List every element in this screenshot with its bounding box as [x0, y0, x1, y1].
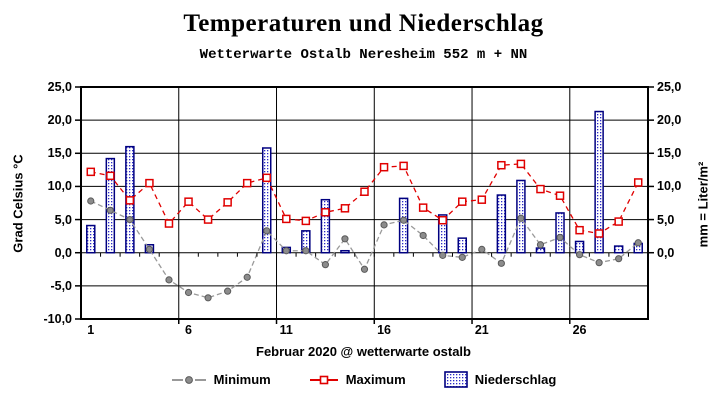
maximum-marker [302, 217, 309, 224]
maximum-marker [400, 162, 407, 169]
maximum-marker [459, 198, 466, 205]
y-tick-label-right: 25,0 [657, 80, 682, 94]
x-tick-label: 1 [87, 323, 95, 337]
maximum-marker [439, 217, 446, 224]
maximum-marker [126, 197, 133, 204]
maximum-marker [107, 172, 114, 179]
minimum-marker [498, 260, 504, 266]
minimum-marker [244, 274, 250, 280]
precip-bar [556, 213, 564, 253]
maximum-marker [498, 162, 505, 169]
minimum-marker [225, 288, 231, 294]
y-tick-label-left: -5,0 [50, 278, 72, 293]
precip-bar [536, 248, 544, 253]
minimum-marker [166, 277, 172, 283]
legend-label-maximum: Maximum [345, 372, 406, 387]
legend-item-niederschlag [444, 371, 557, 388]
precip-bar [458, 238, 466, 253]
legend-label-minimum: Minimum [213, 372, 271, 387]
minimum-marker [127, 216, 133, 222]
minimum-marker [88, 198, 94, 204]
y-tick-label-right: 5,0 [657, 212, 675, 227]
plot-frame [81, 87, 648, 319]
y-tick-label-left: 25,0 [47, 80, 72, 94]
minimum-marker [264, 228, 270, 234]
maximum-marker [596, 230, 603, 237]
maximum-marker [635, 179, 642, 186]
minimum-marker [479, 246, 485, 252]
minimum-marker [537, 242, 543, 248]
x-tick-label: 21 [474, 323, 489, 337]
minimum-marker [322, 262, 328, 268]
precip-bar [341, 251, 349, 253]
minimum-marker [303, 248, 309, 254]
legend-item-minimum [171, 372, 271, 387]
y-tick-label-right: 15,0 [657, 146, 682, 161]
maximum-line-icon [309, 374, 339, 386]
x-tick-label: 26 [572, 323, 587, 337]
chart-title: Temperaturen und Niederschlag [183, 10, 544, 37]
maximum-marker [205, 216, 212, 223]
maximum-marker [478, 196, 485, 203]
y-tick-label-right: 0,0 [657, 245, 675, 260]
maximum-marker [283, 215, 290, 222]
y-tick-label-left: 0,0 [54, 245, 72, 260]
minimum-line-icon [171, 374, 207, 386]
x-tick-label: 6 [185, 323, 192, 337]
maximum-marker [322, 209, 329, 216]
precip-bar [400, 198, 408, 252]
minimum-marker [146, 246, 152, 252]
minimum-marker [205, 295, 211, 301]
precip-bar [615, 246, 623, 253]
precip-bar [576, 241, 584, 252]
minimum-marker [576, 252, 582, 258]
y-tick-label-left: 5,0 [54, 212, 72, 227]
legend [0, 371, 727, 388]
minimum-marker [185, 289, 191, 295]
minimum-marker [283, 248, 289, 254]
minimum-marker [616, 256, 622, 262]
maximum-marker [263, 174, 270, 181]
maximum-marker [341, 205, 348, 212]
minimum-marker [361, 266, 367, 272]
x-axis-title: Februar 2020 @ wetterwarte ostalb [256, 344, 471, 359]
y-tick-label-left: 10,0 [47, 179, 72, 194]
maximum-marker [557, 192, 564, 199]
maximum-marker [576, 227, 583, 234]
maximum-marker [87, 168, 94, 175]
right-axis-title: mm = Liter/m² [695, 161, 711, 248]
x-tick-label: 11 [279, 323, 293, 337]
niederschlag-swatch-icon [444, 371, 468, 388]
minimum-marker [440, 252, 446, 258]
minimum-marker [401, 217, 407, 223]
maximum-marker [420, 204, 427, 211]
minimum-marker [420, 232, 426, 238]
precip-bar [321, 200, 329, 253]
y-tick-label-right: 20,0 [657, 113, 682, 128]
minimum-marker [518, 215, 524, 221]
maximum-marker [615, 218, 622, 225]
maximum-marker [381, 164, 388, 171]
x-tick-label: 16 [377, 323, 391, 337]
minimum-marker [459, 254, 465, 260]
minimum-marker [557, 234, 563, 240]
y-tick-label-left: -10,0 [43, 312, 72, 326]
minimum-marker [381, 222, 387, 228]
maximum-marker [165, 220, 172, 227]
y-tick-label-left: 15,0 [47, 146, 72, 161]
maximum-marker [244, 180, 251, 187]
left-axis-title: Grad Celsius °C [10, 154, 26, 253]
y-tick-label-left: 20,0 [47, 113, 72, 128]
maximum-marker [517, 160, 524, 167]
maximum-marker [224, 199, 231, 206]
maximum-marker [537, 186, 544, 193]
legend-label-niederschlag: Niederschlag [474, 372, 557, 387]
legend-item-maximum [309, 372, 406, 387]
maximum-marker [146, 180, 153, 187]
y-tick-label-right: 10,0 [657, 179, 682, 194]
precip-bar [263, 148, 271, 253]
maximum-marker [361, 188, 368, 195]
minimum-marker [635, 240, 641, 246]
minimum-marker [107, 207, 113, 213]
precip-bar [497, 195, 505, 253]
maximum-marker [185, 198, 192, 205]
chart-subtitle: Wetterwarte Ostalb Neresheim 552 m + NN [199, 47, 528, 63]
minimum-marker [342, 236, 348, 242]
precip-bar [87, 226, 95, 253]
minimum-marker [596, 260, 602, 266]
